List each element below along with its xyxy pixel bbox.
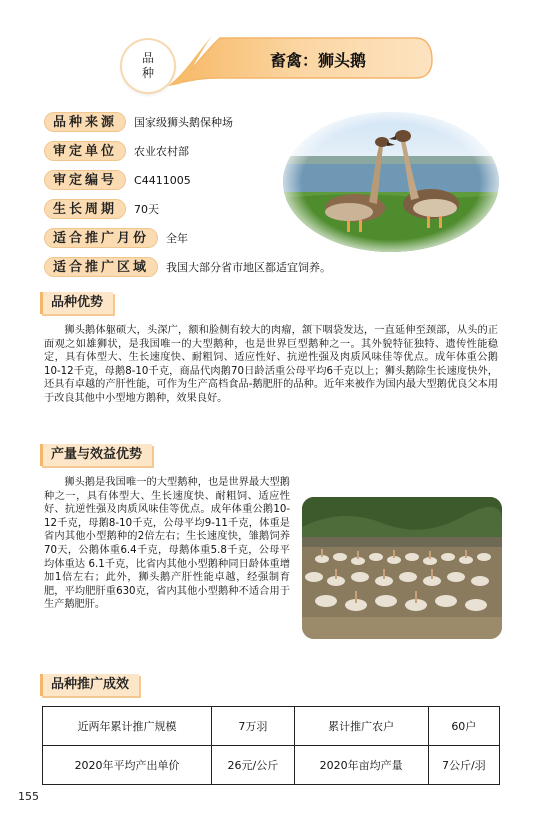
goose-flock-photo [302,497,502,639]
results-table [42,706,500,785]
info-label: 适合推广月份 [44,228,158,248]
info-row-region [44,257,331,277]
advantage-paragraph: 狮头鹅体躯硕大，头深广，额和脸侧有较大的肉瘤，颔下咽袋发达，一直延伸至颈部，从头的正面观之如雄狮状，是我国唯一的大型鹅种，也是世界巨型鹅种之一。其外貌特征独特、遗传性能稳定，具有体型大、生长速度快、耐粗饲、适应性好、抗逆性强及肉质风味佳等优点。成年体重公鹅10-12千克，母鹅8-10千克，商品代肉鹅70日龄活重公母平均6千克以上；狮头鹅除生长速度快外，还具有卓越的产肝性能，可作为生产高档食品-鹅肥肝的品种。近年来被作为国内最大型鹅优良父本用于改良其他中小型地方鹅种，效果良好。 [44,325,498,404]
table-cell: 累计推广农户 [294,707,428,746]
info-label: 适合推广区域 [44,257,158,277]
info-row-source [44,112,233,132]
info-value: C4411005 [134,173,191,187]
info-row-approval-unit [44,141,189,161]
goose-photo-pair [283,112,499,252]
table-cell: 26元/公斤 [212,746,294,785]
table-cell: 近两年累计推广规模 [43,707,212,746]
info-label: 生长周期 [44,199,126,219]
category-badge-line1: 品 [141,51,154,65]
section-title-advantage: 品种优势 [40,292,113,314]
table-cell: 7公斤/羽 [428,746,499,785]
info-label: 审定编号 [44,170,126,190]
category-badge-line2: 种 [141,66,154,80]
info-label: 审定单位 [44,141,126,161]
section-title-benefit: 产量与效益优势 [40,444,152,466]
section-title-results: 品种推广成效 [40,674,139,696]
benefit-paragraph: 狮头鹅是我国唯一的大型鹅种，也是世界最大型鹅种之一，具有体型大、生长速度快、耐粗饲、适应性好、抗逆性强及肉质风味佳等优点。成年体重公鹅10-12千克，母鹅8-10千克，公母平均9-11千克，体重是省内其他小型鹅种的2倍左右；生长速度快，雏鹅饲养70天，公鹅体重6.4千克，母鹅体重5.8千克，公母平均体重达 6.1千克，比省内其他小型鹅种同日龄体重增加1倍左右；此外，狮头鹅产肝性能卓越，经强制育肥，平均肥肝重630克，省内其他小型鹅种不适合用于生产鹅肥肝。 [44,477,290,611]
info-row-growth-cycle [44,199,159,219]
table-row [43,707,500,746]
info-row-months [44,228,188,248]
info-label: 品种来源 [44,112,126,132]
info-value: 70天 [134,203,160,216]
table-cell: 2020年平均产出单价 [43,746,212,785]
category-badge [122,40,174,92]
info-value: 国家级狮头鹅保种场 [134,116,234,129]
table-row [43,746,500,785]
table-cell: 60户 [428,707,499,746]
info-value: 农业农村部 [134,145,190,158]
info-value: 全年 [166,232,189,245]
page-title: 畜禽：狮头鹅 [269,51,366,70]
info-row-approval-number [44,170,191,190]
info-value: 我国大部分省市地区都适宜饲养。 [166,261,332,274]
table-cell: 2020年亩均产量 [294,746,428,785]
page-number: 155 [18,790,39,803]
table-cell: 7万羽 [212,707,294,746]
